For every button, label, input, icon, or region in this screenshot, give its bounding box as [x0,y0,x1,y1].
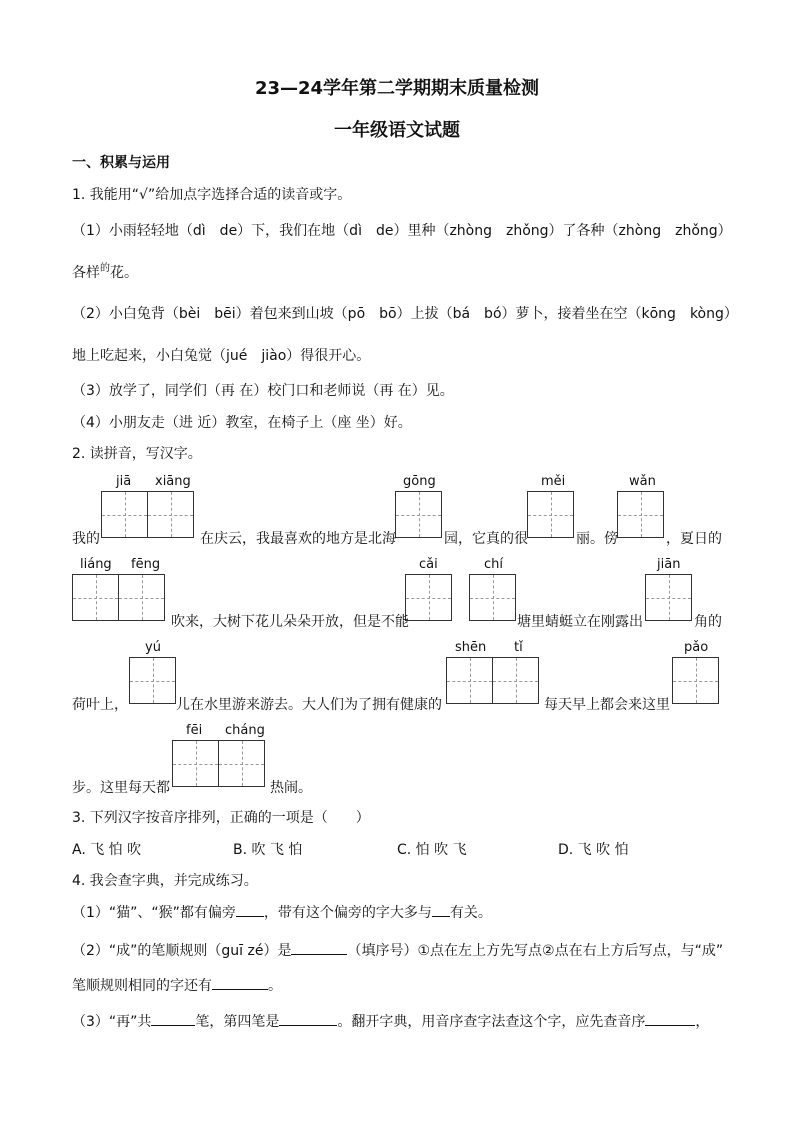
answer-blank[interactable] [432,902,450,917]
q4-s2-line2: 笔顺规则相同的字还有 。 [72,975,282,995]
pinyin: shēn [455,640,487,655]
writing-grid[interactable] [446,657,539,704]
q2-row2-text: 吹来，大树下花儿朵朵开放，但是不能 [171,614,409,630]
q1-s2-line2: 地上吃起来，小白兔觉（jué jiào）得很开心。 [72,348,371,364]
pinyin: chí [484,557,503,572]
q1-s1-line2: 各样$^的$花。 [72,263,138,281]
q1-s4: （4）小朋友走（进 近）教室，在椅子上（座 坐）好。 [72,415,412,431]
pinyin: gōng [403,474,436,489]
answer-blank[interactable] [645,1011,695,1026]
pinyin: cháng [225,723,265,738]
pinyin: liáng [80,557,112,572]
pinyin: yú [145,640,161,655]
q2-row1-text: ，夏日的 [666,531,722,547]
q2-row3-text: 儿在水里游来游去。大人们为了拥有健康的 [176,697,442,713]
section-heading: 一、积累与运用 [72,155,170,171]
q1-s1-line1: （1）小雨轻轻地（dì de）下，我们在地（dì de）里种（zhòng zhǒng）了各种（zhòng zhǒng） [72,223,732,239]
pinyin: cǎi [419,557,438,572]
q2-row2-text: 塘里蜻蜓立在刚露出 [517,614,643,630]
q2-row2-text: 角的 [694,614,722,630]
answer-blank[interactable] [236,902,264,917]
q2-row4-text: 步。这里每天都 [72,780,170,796]
pinyin: měi [541,474,566,489]
writing-grid[interactable] [527,491,574,538]
q2-row4-text: 热闹。 [270,780,312,796]
q4-s1: （1）“猫”、“猴”都有偏旁 ，带有这个偏旁的字大多与 有关。 [72,902,492,922]
q2-row1-text: 在庆云，我最喜欢的地方是北海 [200,531,396,547]
q3-option-d[interactable]: D. 飞 吹 怕 [558,842,629,858]
pinyin: fēng [131,557,161,572]
q4-s2-line1: （2）“成”的笔顺规则（guī zé）是 （填序号）①点在左上方先写点②点在右上方后写点，与“成” [72,940,723,960]
q2-row1-text: 我的 [72,531,100,547]
pinyin: jiā [116,474,132,489]
q2-row1-text: 园，它真的很 [444,531,528,547]
writing-grid[interactable] [395,491,442,538]
q2-row3-text: 每天早上都会来这里 [544,697,670,713]
q2-row1-text: 丽。傍 [576,531,618,547]
answer-blank[interactable] [212,975,268,990]
writing-grid[interactable] [672,657,719,704]
writing-grid[interactable] [617,491,664,538]
pinyin: fēi [186,723,203,738]
pinyin: tǐ [514,640,523,655]
q3-stem: 3. 下列汉字按音序排列，正确的一项是（ ） [72,810,370,826]
q3-option-a[interactable]: A. 飞 怕 吹 [72,842,142,858]
q1-s3: （3）放学了，同学们（再 在）校门口和老师说（再 在）见。 [72,383,454,399]
q4-stem: 4. 我会查字典，并完成练习。 [72,873,258,889]
q3-option-c[interactable]: C. 怕 吹 飞 [397,842,467,858]
writing-grid[interactable] [129,657,176,704]
q1-stem: 1. 我能用“√”给加点字选择合适的读音或字。 [72,187,352,203]
pinyin: xiāng [155,474,191,489]
answer-blank[interactable] [151,1011,195,1026]
pinyin: wǎn [629,474,656,489]
page-title: 23—24学年第二学期期末质量检测 [254,78,540,99]
writing-grid[interactable] [405,574,452,621]
writing-grid[interactable] [469,574,516,621]
writing-grid[interactable] [645,574,692,621]
q2-row3-text: 荷叶上， [72,697,128,713]
writing-grid[interactable] [101,491,194,538]
q3-option-b[interactable]: B. 吹 飞 怕 [233,842,303,858]
writing-grid[interactable] [172,740,265,787]
answer-blank[interactable] [291,940,347,955]
page-subtitle: 一年级语文试题 [334,120,460,141]
writing-grid[interactable] [72,574,165,621]
pinyin: pǎo [684,640,709,655]
answer-blank[interactable] [279,1011,337,1026]
pinyin: jiān [657,557,681,572]
dotted-char: 的 [100,263,110,274]
q4-s3: （3）“再”共 笔，第四笔是 。翻开字典，用音序查字法查这个字，应先查音序 ， [72,1011,709,1031]
q2-stem: 2. 读拼音，写汉字。 [72,446,202,462]
q1-s2-line1: （2）小白兔背（bèi bēi）着包来到山坡（pō bō）上拔（bá bó）萝卜，接着坐在空（kōng kòng） [72,306,738,322]
